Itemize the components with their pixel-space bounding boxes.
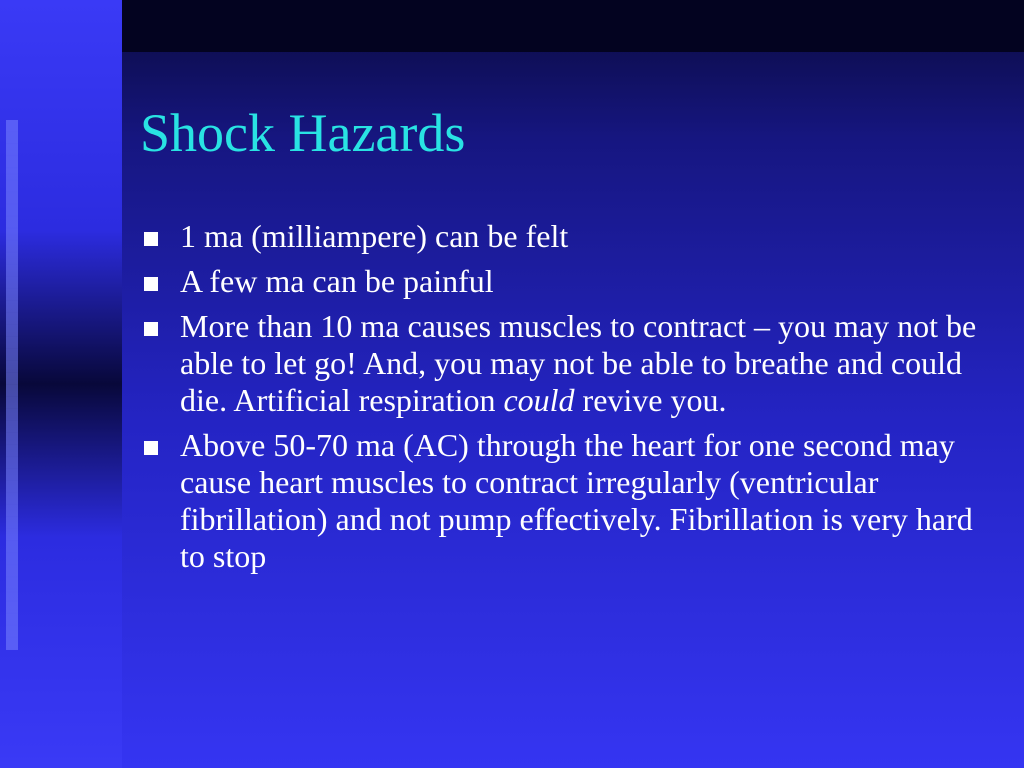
square-bullet-icon	[144, 232, 158, 246]
square-bullet-icon	[144, 322, 158, 336]
emphasis-could: could	[503, 382, 575, 418]
bullet-item-4	[144, 427, 994, 575]
square-bullet-icon	[144, 277, 158, 291]
bullet-item-3	[144, 308, 994, 419]
bullet-text: Above 50-70 ma (AC) through the heart for one second may cause heart muscles to contract irregularly (ventricular fibrillation) and not pump effectively. Fibrillation is very hard to stop	[180, 427, 973, 574]
bullet-text: A few ma can be painful	[180, 263, 494, 299]
bullet-text: 1 ma (milliampere) can be felt	[180, 218, 569, 254]
decorative-top-bar	[122, 0, 1024, 52]
decorative-left-band	[0, 0, 122, 768]
bullet-list	[144, 218, 994, 583]
slide-title: Shock Hazards	[140, 103, 466, 163]
square-bullet-icon	[144, 441, 158, 455]
bullet-item-1	[144, 218, 994, 255]
bullet-item-2	[144, 263, 994, 300]
bullet-text: More than 10 ma causes muscles to contract – you may not be able to let go! And, you may not be able to breathe and could die. Artificial respiration could revive you.	[180, 308, 977, 418]
decorative-squares	[6, 120, 28, 650]
